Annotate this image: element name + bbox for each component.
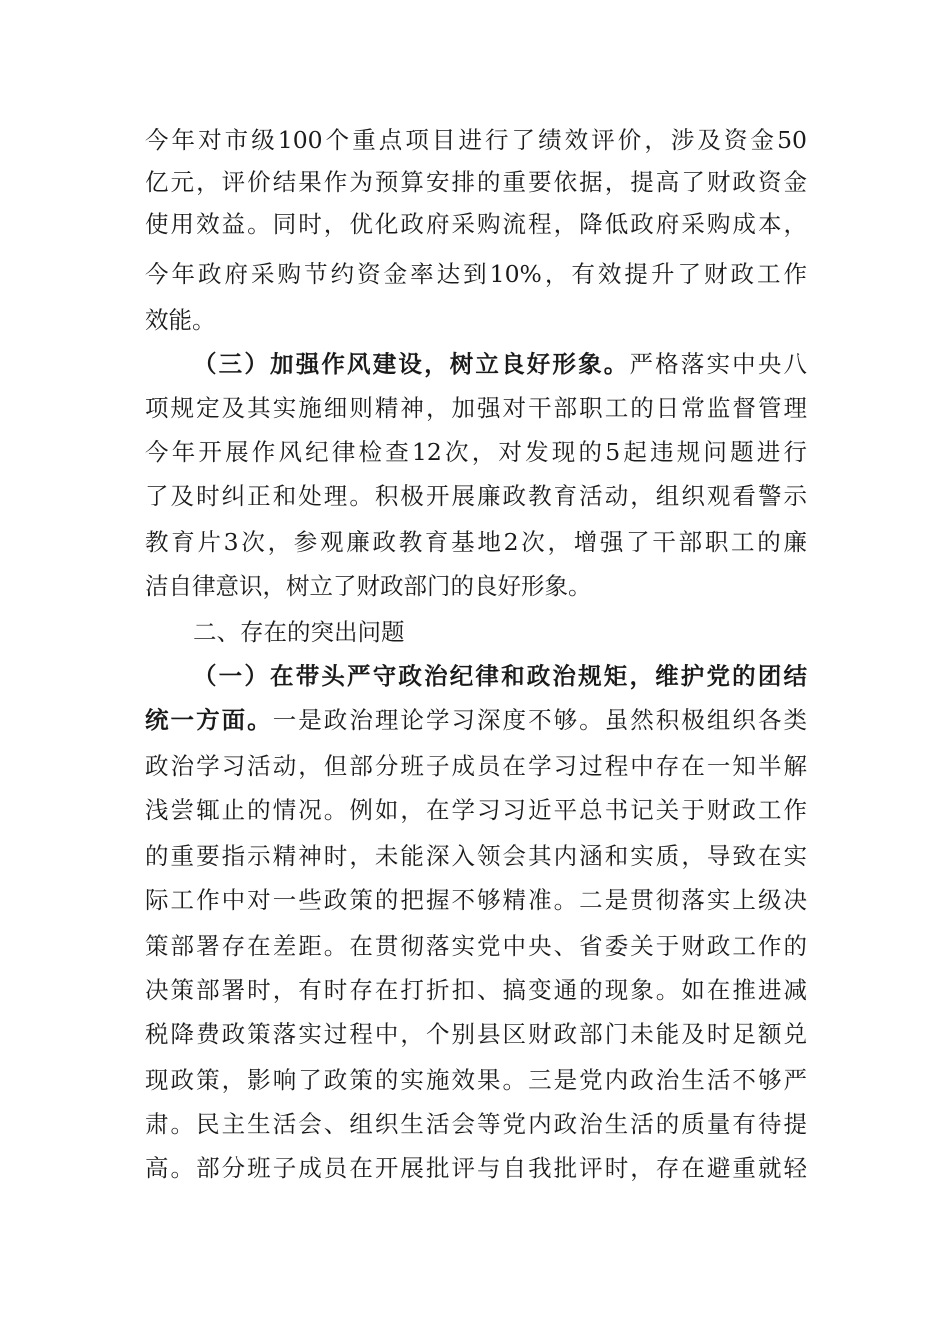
body-line: 的重要指示精神时，未能深入领会其内涵和实质，导致在实 (145, 842, 807, 870)
body-line: 高。部分班子成员在开展批评与自我批评时，存在避重就轻 (145, 1154, 807, 1182)
body-line: 教育片3次，参观廉政教育基地2次，增强了干部职工的廉 (145, 528, 807, 556)
body-line: 今年政府采购节约资金率达到10%，有效提升了财政工作 (145, 260, 807, 288)
body-line: 浅尝辄止的情况。例如，在学习习近平总书记关于财政工作 (145, 796, 807, 824)
item-3-first-line-rest: 严格落实中央八 (629, 350, 807, 378)
problem-1-title-line2: 统一方面。 (145, 706, 273, 734)
body-line: 效能。 (145, 306, 216, 334)
paragraph-line (145, 700, 807, 740)
body-line: 肃。民主生活会、组织生活会等党内政治生活的质量有待提 (145, 1110, 807, 1138)
item-3-title: （三）加强作风建设，树立良好形象。 (193, 350, 630, 378)
body-line: 今年对市级100个重点项目进行了绩效评价，涉及资金50 (145, 126, 807, 154)
body-line: 使用效益。同时，优化政府采购流程，降低政府采购成本， (145, 210, 807, 238)
body-line: 政治学习活动，但部分班子成员在学习过程中存在一知半解 (145, 752, 807, 780)
problem-1-line2-rest: 一是政治理论学习深度不够。虽然积极组织各类 (272, 706, 807, 734)
body-line: 策部署存在差距。在贯彻落实党中央、省委关于财政工作的 (145, 932, 807, 960)
body-line: 洁自律意识，树立了财政部门的良好形象。 (145, 572, 592, 600)
body-line: 税降费政策落实过程中，个别县区财政部门未能及时足额兑 (145, 1020, 807, 1048)
paragraph-first-line (193, 344, 807, 384)
body-line: 决策部署时，有时存在打折扣、搞变通的现象。如在推进减 (145, 976, 807, 1004)
body-line: 现政策，影响了政策的实施效果。三是党内政治生活不够严 (145, 1066, 807, 1094)
body-line: 了及时纠正和处理。积极开展廉政教育活动，组织观看警示 (145, 482, 807, 510)
section-heading: 二、存在的突出问题 (193, 618, 405, 646)
body-line: 际工作中对一些政策的把握不够精准。二是贯彻落实上级决 (145, 886, 807, 914)
body-line: 今年开展作风纪律检查12次，对发现的5起违规问题进行 (145, 438, 807, 466)
body-line: 项规定及其实施细则精神，加强对干部职工的日常监督管理 (145, 394, 807, 422)
body-line: 亿元，评价结果作为预算安排的重要依据，提高了财政资金 (145, 168, 807, 196)
problem-1-title-line1: （一）在带头严守政治纪律和政治规矩，维护党的团结 (193, 662, 807, 690)
